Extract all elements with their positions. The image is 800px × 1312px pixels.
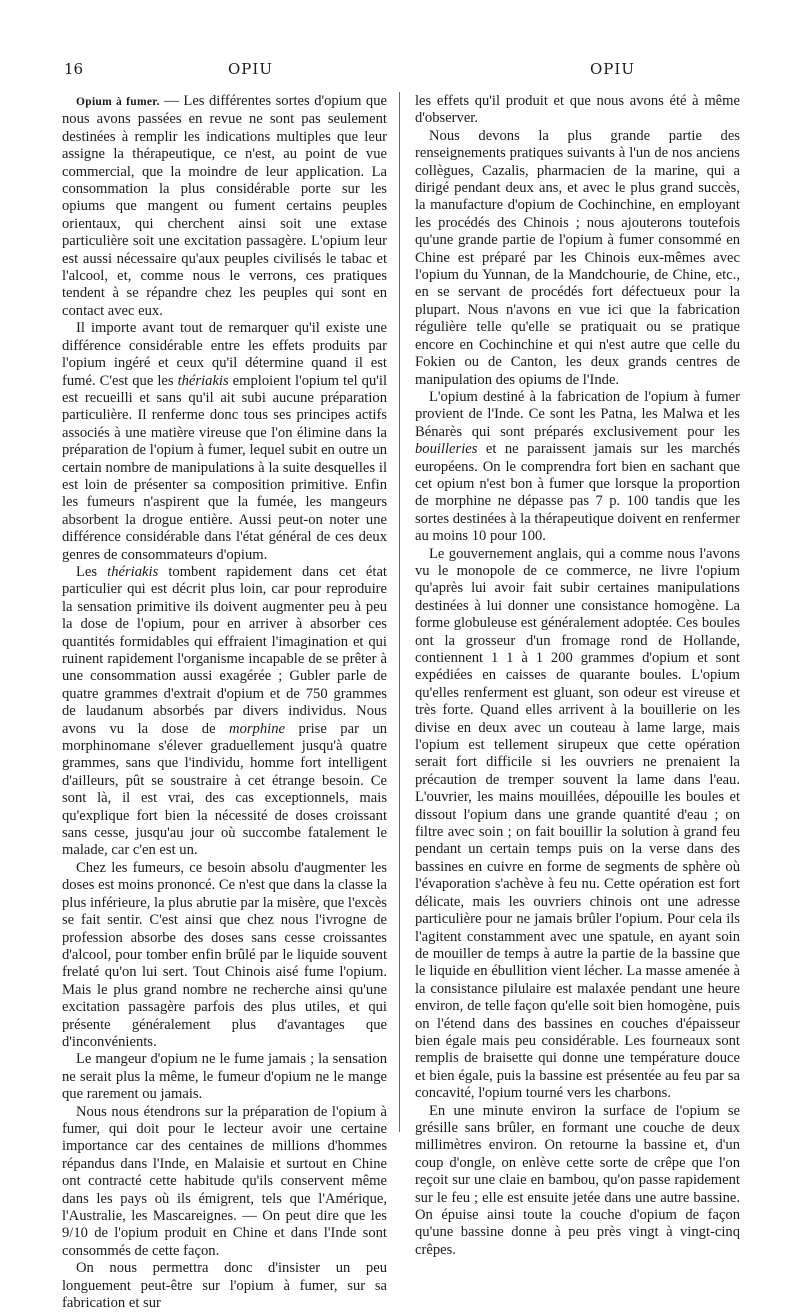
paragraph: Le gouvernement anglais, qui a comme nous l'avons vu le monopole de ce commerce, ne livre l'opium qu'après lui avoir fait subir certaines manipulations destinées à lui donner une consistance homogène. La forme globuleuse est généralement adoptée. Ces boules ont la grosseur d'un fromage rond de Hollande, contiennent 1 1 à 1 200 grammes d'opium et sont expédiées en caisses de quarante boules. L'opium qu'elles renferment est gluant, son odeur est vireuse et très forte. Quand elles arrivent à la bouillerie on les divise en deux avec un couteau à lame large, mais l'opium est tellement sirupeux que cette opération serait fort difficile si les ouvriers ne prenaient la précaution de tremper souvent la lame dans l'eau. L'ouvrier, les mains mouillées, dépouille les boules et dissout l'opium dans une grande quantité d'eau ; on filtre avec soin ; on fait bouillir la solution à grand feu pendant un certain temps puis on la verse dans des bassines en cuivre en forme de segments de sphère où l'évaporation s'achève à feu nu. Cette opération est fort délicate, mais les ouvriers chinois ont une adresse particulière pour ne jamais brûler l'opium. Pour cela ils l'agitent constamment avec une spatule, en ayant soin de mouiller de temps à autre la partie de la bassine que le liquide en ébullition vient lécher. La masse amenée à la consistance pilulaire est malaxée pendant une heure environ, de telle façon qu'elle soit bien homogène, puis on l'étend dans des bassines en couches d'épaisseur bien égale mais peu considérable. Les fourneaux sont remplis de braisette qui donne une température douce et bien égale, puis la bassine est présentée au feu par sa concavité, l'opium tourné vers les charbons. <box>415 545 740 1102</box>
paragraph: Chez les fumeurs, ce besoin absolu d'augmenter les doses est moins prononcé. Ce n'est que dans la classe la plus inférieure, la plus abrutie par la misère, que l'excès se fait sentir. C'est ainsi que chez nous l'ivrogne de profession absorbe des doses sans cesse croissantes d'alcool, pour tomber enfin brûlé par le liquide souvent frelaté qu'on lui sert. Tout Chinois aisé fume l'opium. Mais le plus grand nombre ne recherche ainsi qu'une excitation passagère parfois des plus utiles, et qui présente généralement plus d'avantages que d'inconvénients. <box>62 859 387 1050</box>
paragraph: L'opium destiné à la fabrication de l'opium à fumer provient de l'Inde. Ce sont les Patna, les Malwa et les Bénarès qui sont préparés exclusivement pour les bouilleries et ne paraissent jamais sur les marchés européens. On le comprendra fort bien en sachant que cet opium n'est bon à fumer que lorsque la proportion de morphine ne dépasse pas 7 p. 100 tandis que les sortes destinées à la thérapeutique doivent en renfermer au moins 10 pour 100. <box>415 388 740 545</box>
right-column <box>415 93 740 1259</box>
running-title-left: OPIU <box>228 60 273 78</box>
paragraph: Nous nous étendrons sur la préparation de l'opium à fumer, qui doit pour le lecteur avoir une certaine importance car des centaines de millions d'hommes répandus dans l'Inde, en Malaisie et surtout en Chine ont contracté cette habitude qu'ils conservent même dans les pays où ils émigrent, tels que l'Amérique, l'Australie, les Mascareignes. — On peut dire que les 9/10 de l'opium produit en Chine et dans l'Inde sont consommés de cette façon. <box>62 1103 387 1259</box>
section-run-in-heading: Opium à fumer. <box>76 96 160 108</box>
paragraph: Les thériakis tombent rapidement dans cet état particulier qui est décrit plus loin, car pour reproduire la sensation primitive ils doivent augmenter peu à peu la dose de l'opium, pour en arriver à absorber ces quantités formidables qui effraient l'imagination et qui ruinent rapidement l'organisme incapable de se prêter à une consommation aussi exagérée ; Gubler parle de quatre grammes d'extrait d'opium et de 750 grammes de laudanum absorbés par divers individus. Nous avons vu la dose de morphine prise par un morphinomane s'élever graduellement jusqu'à quatre grammes, sans que l'individu, homme fort intelligent d'ailleurs, pût se soustraire à cet étrange besoin. Ce sont là, il est vrai, des cas exceptionnels, mais qu'explique fort bien la nécessité de doses croissant sans cesse, jusqu'au jour où succombe fatalement le malade, car c'en est un. <box>62 563 387 859</box>
paragraph: Opium à fumer. — Les différentes sortes d'opium que nous avons passées en revue ne sont pas seulement destinées à remplir les indications multiples que leur assigne la thérapeutique, ce n'est, au point de vue commercial, que la moindre de leur application. La consommation la plus considérable porte sur les opiums que mangent ou fument certains peuples orientaux, qui cherchent ainsi soit une extase particulière soit une excitation passagère. L'opium leur est aussi nécessaire qu'aux peuples civilisés le tabac et l'alcool, et, comme nous le verrons, ces pratiques tendent à se répandre chez les peuples qui sont en contact avec eux. <box>62 93 387 319</box>
paragraph: En une minute environ la surface de l'opium se grésille sans brûler, en formant une couche de deux millimètres environ. On retourne la bassine et, d'un coup d'ongle, on enlève cette sorte de crêpe que l'on reçoit sur une claie en bambou, qu'on passe rapidement sur le feu ; elle est ensuite jetée dans une autre bassine. On épuise ainsi toute la couche d'opium de façon qu'une bassine donne à peu près vingt à vingt-cinq crêpes. <box>415 1102 740 1258</box>
paragraph: les effets qu'il produit et que nous avons été à même d'observer. <box>415 93 740 127</box>
paragraph: Il importe avant tout de remarquer qu'il existe une différence considérable entre les effets produits par l'opium ingéré et ceux qu'il détermine quand il est fumé. C'est que les thériakis emploient l'opium tel qu'il est recueilli et sans qu'il ait subi aucune préparation particulière. Il renferme donc tous ses principes actifs associés à une matière vireuse que l'on élimine dans la préparation de l'opium à fumer, lequel subit en outre un certain nombre de manipulations à la suite desquelles il est loin de présenter sa composition primitive. Enfin les fumeurs n'aspirent que la fumée, les mangeurs absorbent la drogue entière. Aussi peut-on noter une différence considérable dans l'état général de ces deux genres de consommateurs d'opium. <box>62 320 387 563</box>
page-number: 16 <box>64 60 84 78</box>
paragraph: Le mangeur d'opium ne le fume jamais ; la sensation ne serait plus la même, le fumeur d'opium ne le mange que rarement ou jamais. <box>62 1051 387 1103</box>
column-rule <box>399 92 400 1132</box>
left-column <box>62 93 387 1312</box>
paragraph: On nous permettra donc d'insister un peu longuement peut-être sur l'opium à fumer, sur sa fabrication et sur <box>62 1260 387 1312</box>
running-header <box>0 60 800 82</box>
paragraph: Nous devons la plus grande partie des renseignements pratiques suivants à l'un de nos anciens collègues, Cazalis, pharmacien de la marine, qui a dirigé pendant deux ans, et avec le plus grand succès, la manufacture d'opium de Cochinchine, en employant les procédés des Chinois ; nous ajouterons toutefois qu'une grande partie de l'opium à fumer consommé en Chine est préparé par les Chinois eux-mêmes avec l'opium du Yunnan, de la Mandchourie, de Chine, etc., en se servant de procédés fort défectueux pour la plupart. Nous n'avons en vue ici que la fabrication régulière telle qu'elle se pratiquait ou se pratique encore en Cochinchine et qui n'est autre que celle du Fokien ou de Canton, les deux grands centres de manipulation des opiums de l'Inde. <box>415 127 740 388</box>
running-title-right: OPIU <box>590 60 635 78</box>
